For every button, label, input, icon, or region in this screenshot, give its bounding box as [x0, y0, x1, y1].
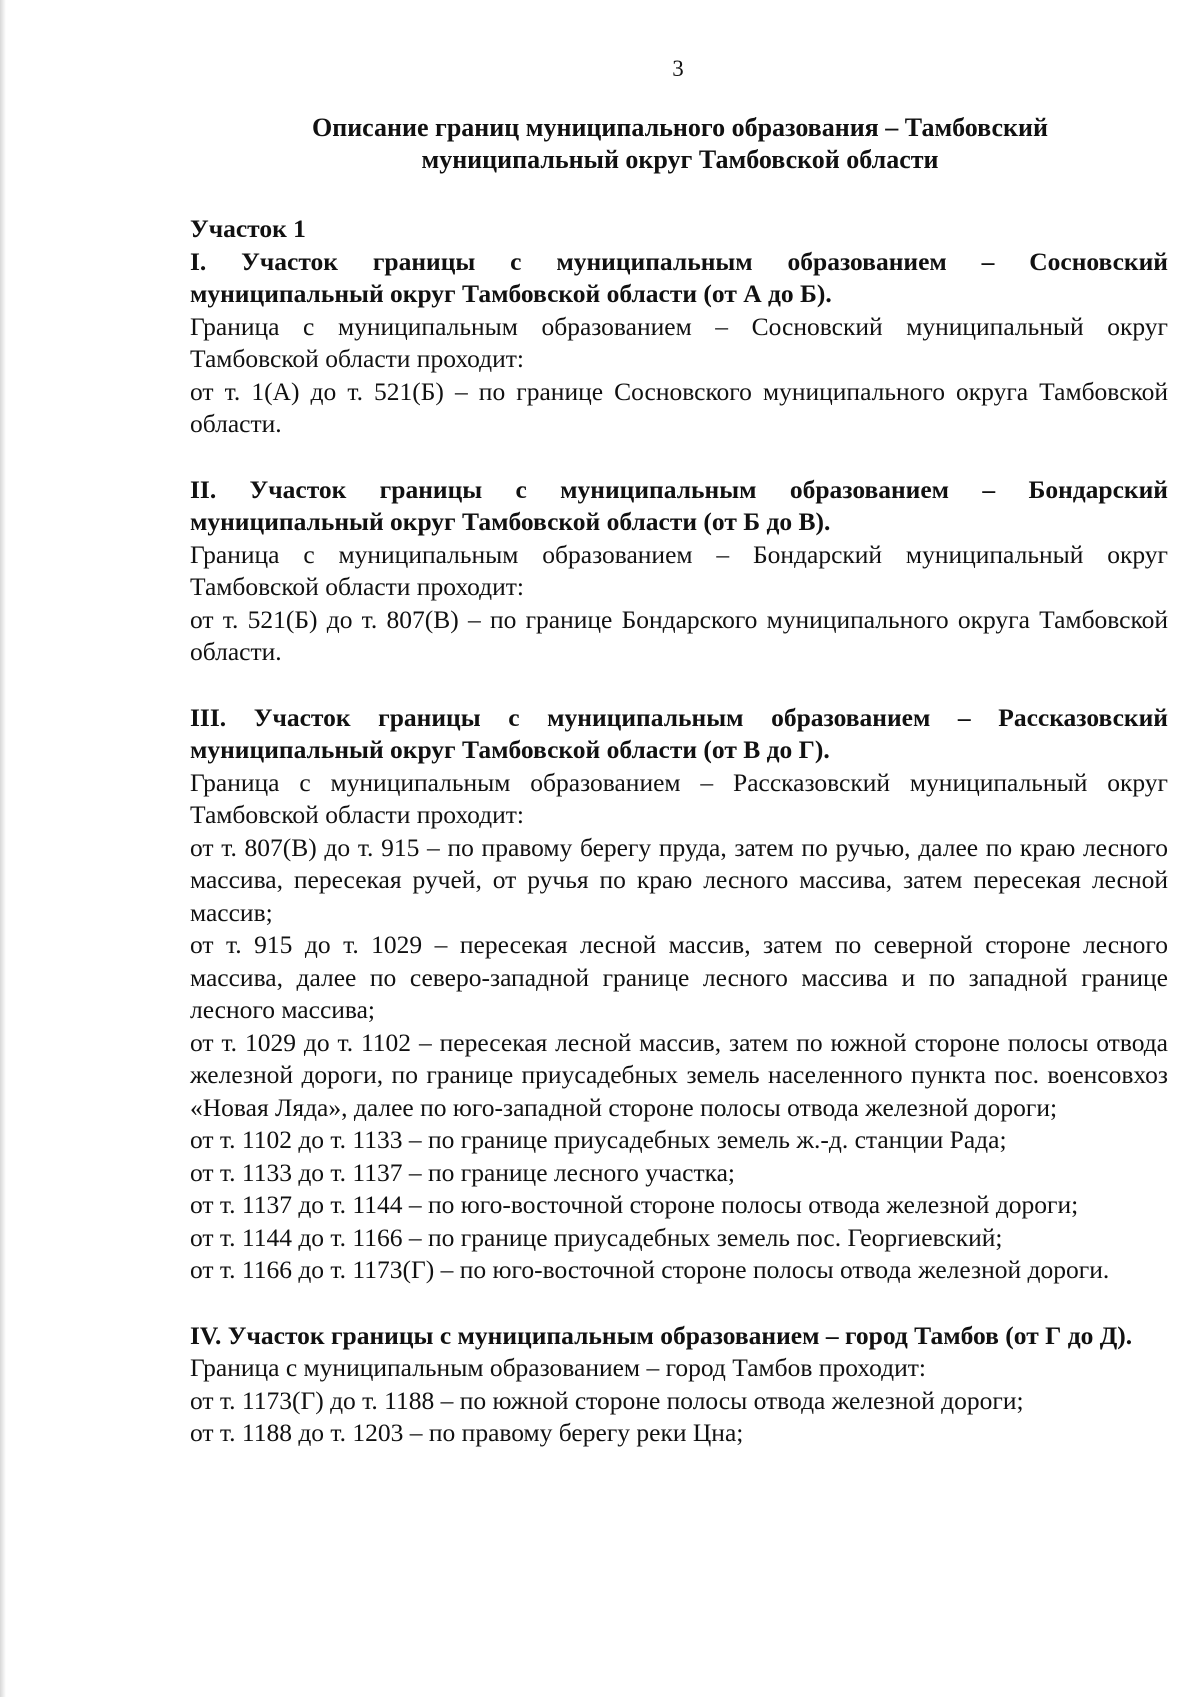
section-paragraph: от т. 1102 до т. 1133 – по границе приусадебных земель ж.-д. станции Рада;: [190, 1125, 1007, 1154]
section-heading: II. Участок границы с муниципальным образованием – Бондарский муниципальный округ Тамбовской области (от Б до В).: [190, 474, 1168, 536]
section-paragraph: Граница с муниципальным образованием – город Тамбов проходит:: [190, 1353, 926, 1382]
section-paragraph: Граница с муниципальным образованием – Рассказовский муниципальный округ Тамбовской области проходит:: [190, 767, 1168, 829]
document-title-line-1: Описание границ муниципального образования – Тамбовский: [312, 113, 1048, 142]
section-1: [190, 246, 1168, 441]
document-title-line-2: муниципальный округ Тамбовской области: [421, 145, 939, 174]
section-paragraph: от т. 1137 до т. 1144 – по юго-восточной стороне полосы отвода железной дороги;: [190, 1190, 1079, 1219]
section-paragraph: от т. 1166 до т. 1173(Г) – по юго-восточной стороне полосы отвода железной дороги.: [190, 1255, 1110, 1284]
section-heading: IV. Участок границы с муниципальным образованием – город Тамбов (от Г до Д).: [190, 1320, 1133, 1350]
document-body: [190, 213, 1168, 1483]
page-number: 3: [672, 56, 684, 81]
section-2: [190, 474, 1168, 669]
section-3: [190, 702, 1168, 1287]
section-heading: III. Участок границы с муниципальным образованием – Рассказовский муниципальный округ Тамбовской области (от В до Г).: [190, 702, 1168, 764]
section-paragraph: от т. 1133 до т. 1137 – по границе лесного участка;: [190, 1157, 736, 1187]
section-paragraph: от т. 1144 до т. 1166 – по границе приусадебных земель пос. Георгиевский;: [190, 1222, 1003, 1252]
section-paragraph: от т. 1188 до т. 1203 – по правому берегу реки Цна;: [190, 1418, 744, 1447]
scan-edge-shadow: [0, 0, 6, 1697]
section-paragraph: от т. 1029 до т. 1102 – пересекая лесной массив, затем по южной стороне полосы отвода железной дороги, по границе приусадебных земель населенного пункта пос. военсовхоз «Новая Ляда», далее по юго-западной стороне полосы отвода железной дороги;: [190, 1027, 1168, 1122]
document-title: [190, 112, 1170, 176]
section-paragraph: от т. 807(В) до т. 915 – по правому берегу пруда, затем по ручью, далее по краю лесного массива, пересекая ручей, от ручья по краю лесного массива, затем пересекая лесной массив;: [190, 832, 1168, 927]
section-paragraph: от т. 1173(Г) до т. 1188 – по южной стороне полосы отвода железной дороги;: [190, 1385, 1024, 1415]
section-heading: I. Участок границы с муниципальным образованием – Сосновский муниципальный округ Тамбовской области (от А до Б).: [190, 246, 1168, 308]
section-4: [190, 1320, 1168, 1450]
plot-label: Участок 1: [190, 214, 306, 243]
section-paragraph: от т. 1(А) до т. 521(Б) – по границе Сосновского муниципального округа Тамбовской области.: [190, 376, 1168, 438]
section-paragraph: от т. 521(Б) до т. 807(В) – по границе Бондарского муниципального округа Тамбовской области.: [190, 604, 1168, 666]
section-paragraph: Граница с муниципальным образованием – Бондарский муниципальный округ Тамбовской области проходит:: [190, 539, 1168, 601]
section-paragraph: от т. 915 до т. 1029 – пересекая лесной массив, затем по северной стороне лесного массива, далее по северо-западной границе лесного массива и по западной границе лесного массива;: [190, 930, 1168, 1024]
section-paragraph: Граница с муниципальным образованием – Сосновский муниципальный округ Тамбовской области проходит:: [190, 311, 1168, 373]
